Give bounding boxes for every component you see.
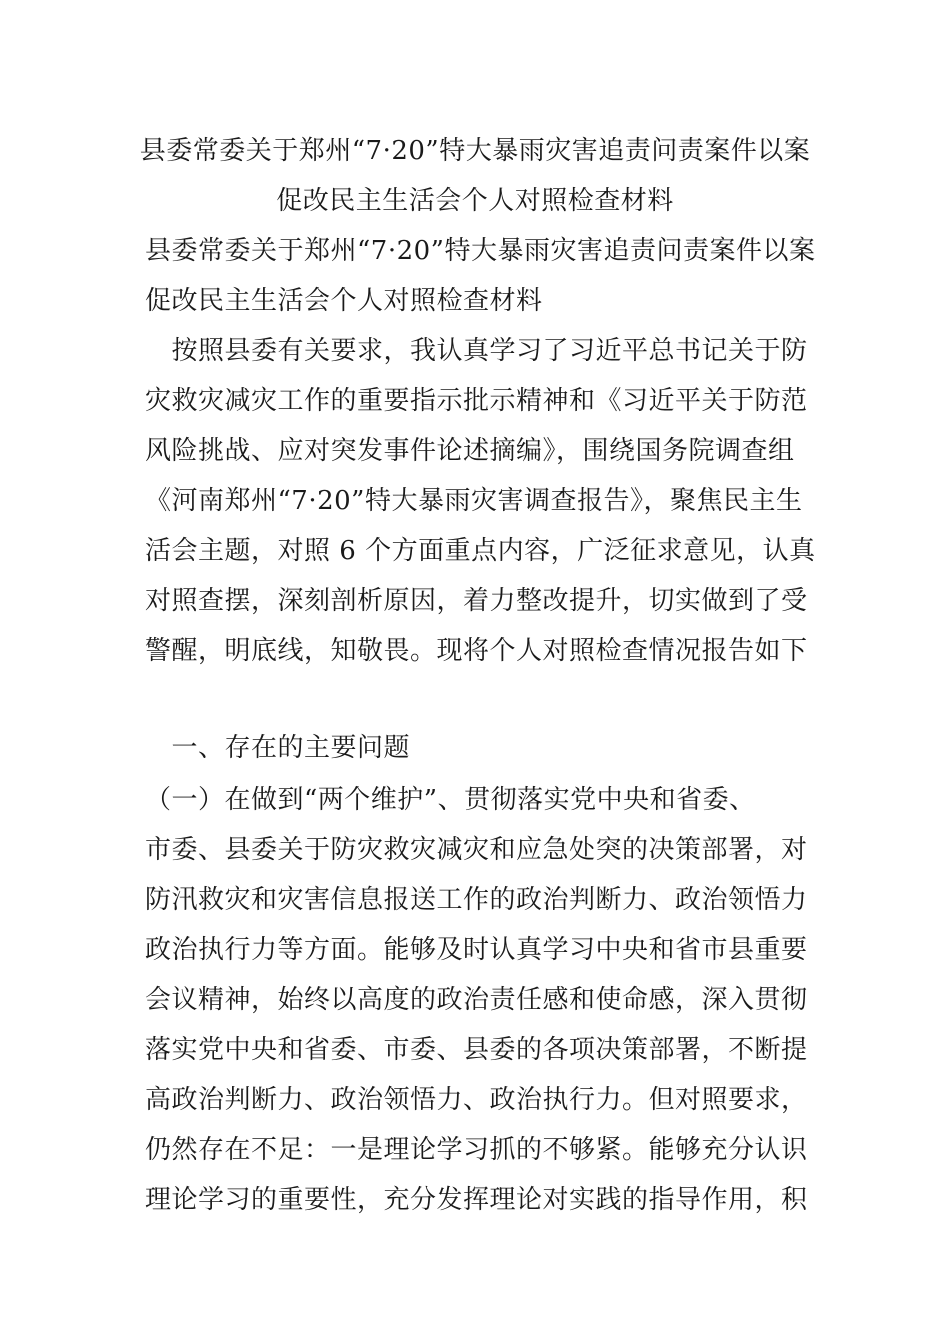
body-line: 市委、县委关于防灾救灾减灾和应急处突的决策部署，对 bbox=[145, 835, 808, 865]
subtitle-line-1: 县委常委关于郑州“7·20”特大暴雨灾害追责问责案件以案 bbox=[145, 236, 816, 266]
intro-line: 警醒，明底线，知敬畏。现将个人对照检查情况报告如下 bbox=[145, 636, 808, 666]
body-line: 会议精神，始终以高度的政治责任感和使命感，深入贯彻 bbox=[145, 985, 808, 1015]
body-line: （一）在做到“两个维护”、贯彻落实党中央和省委、 bbox=[145, 785, 756, 815]
body-line: 防汛救灾和灾害信息报送工作的政治判断力、政治领悟力 bbox=[145, 885, 808, 915]
intro-line: 按照县委有关要求，我认真学习了习近平总书记关于防 bbox=[145, 336, 808, 366]
intro-line: 风险挑战、应对突发事件论述摘编》，围绕国务院调查组 bbox=[145, 436, 795, 466]
document-title-line-1: 县委常委关于郑州“7·20”特大暴雨灾害追责问责案件以案 bbox=[139, 136, 811, 166]
intro-line: 活会主题，对照 6 个方面重点内容，广泛征求意见，认真 bbox=[145, 536, 816, 566]
body-line: 政治执行力等方面。能够及时认真学习中央和省市县重要 bbox=[145, 935, 808, 965]
body-line: 理论学习的重要性，充分发挥理论对实践的指导作用，积 bbox=[145, 1185, 808, 1215]
intro-line: 对照查摆，深刻剖析原因，着力整改提升，切实做到了受 bbox=[145, 586, 808, 616]
intro-line: 灾救灾减灾工作的重要指示批示精神和《习近平关于防范 bbox=[145, 386, 808, 416]
intro-line: 《河南郑州“7·20”特大暴雨灾害调查报告》，聚焦民主生 bbox=[145, 486, 803, 516]
section-heading: 一、存在的主要问题 bbox=[145, 733, 411, 763]
body-line: 落实党中央和省委、市委、县委的各项决策部署，不断提 bbox=[145, 1035, 808, 1065]
body-line: 高政治判断力、政治领悟力、政治执行力。但对照要求， bbox=[145, 1085, 808, 1115]
body-line: 仍然存在不足：一是理论学习抓的不够紧。能够充分认识 bbox=[145, 1135, 808, 1165]
subtitle-line-2: 促改民主生活会个人对照检查材料 bbox=[145, 286, 543, 316]
document-title-line-2: 促改民主生活会个人对照检查材料 bbox=[276, 186, 674, 216]
